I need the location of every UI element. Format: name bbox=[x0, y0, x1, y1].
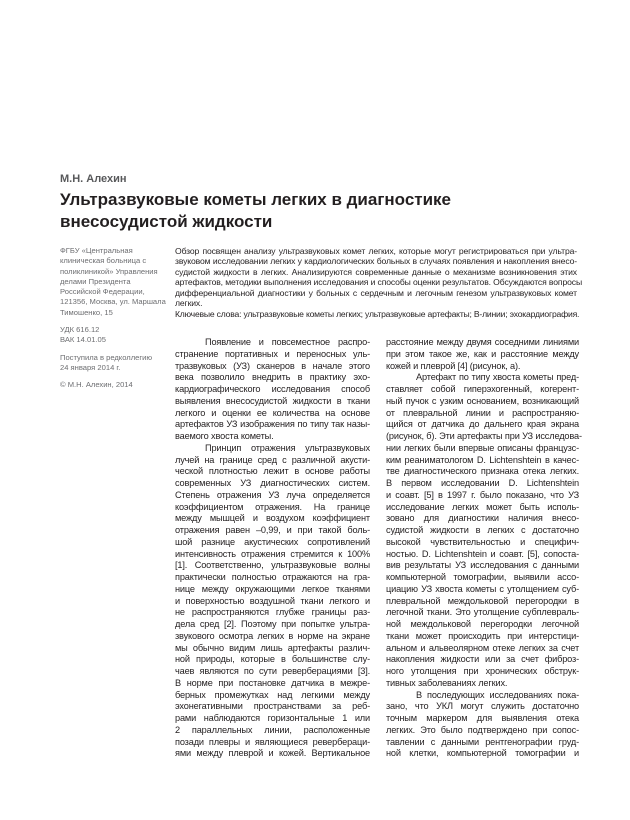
text-line: зано, что УКЛ могут служить достаточно bbox=[386, 701, 579, 712]
received-date: 24 января 2014 г. bbox=[60, 362, 121, 372]
abstract-line: судистой жидкости в легких. Анализируются современные данные о механизме возникновения этих bbox=[175, 266, 577, 277]
text-line: дела сред [2]. Поэтому при попытке ультра- bbox=[175, 619, 370, 629]
text-line: Степень отражения УЗ луча определяется bbox=[175, 489, 370, 500]
text-line: ческой плотностью лежит в основе работы bbox=[175, 466, 370, 477]
received-label: Поступила в редколлегию bbox=[60, 352, 153, 362]
affiliation-line: Российской Федерации, bbox=[60, 287, 145, 297]
abstract-line: артефактов, методики выполнения исследования и способы оценки результатов. Обсуждаются вопросы bbox=[175, 277, 583, 288]
text-line: мы обычно видим лишь артефакты различ- bbox=[175, 642, 370, 653]
text-line: позади плевры и являющиеся ревербераци- bbox=[175, 736, 370, 747]
text-line: компьютерной томографии, выявили ассо- bbox=[386, 572, 579, 582]
text-line: расстояние между двумя соседними линиями bbox=[386, 337, 579, 347]
text-line: Появление и повсеместное распро- bbox=[205, 337, 370, 347]
abstract-line: легких. bbox=[175, 298, 203, 309]
text-line: странение портативных и переносных уль- bbox=[175, 348, 370, 359]
text-line: чаев являются по сути реверберациями [3]. bbox=[175, 666, 370, 676]
vak-code: ВАК 14.01.05 bbox=[60, 335, 106, 345]
text-line: В последующих исследованиях пока- bbox=[416, 689, 579, 700]
text-line: 2 параллельных линии, расположенные bbox=[175, 724, 370, 735]
text-line: выявления внесосудистой жидкости в ткани bbox=[175, 395, 370, 406]
text-line: альном и альвеолярном отеке легких за счет bbox=[386, 642, 579, 653]
abstract-line: Обзор посвящен анализу ультразвуковых комет легких, которые могут регистрироваться при ультра- bbox=[175, 246, 577, 256]
paragraph bbox=[175, 337, 370, 443]
abstract-text bbox=[175, 246, 583, 309]
paragraph bbox=[386, 372, 582, 689]
text-line: эхонегативными пространствами за реб- bbox=[175, 701, 370, 712]
paragraph bbox=[175, 443, 370, 760]
text-line: артефактов УЗ изображения по типу так назы- bbox=[175, 419, 370, 430]
text-line: ставляет собой гиперэхогенный, когерент- bbox=[386, 384, 579, 394]
text-line: кожей и плеврой [4] (рисунок, а). bbox=[386, 360, 521, 371]
abstract-line: звуковом исследовании легких у кардиологических больных в случаях появления и накопления внесо- bbox=[175, 256, 577, 267]
text-line: легочной ткани. Это утолщение субплевраль- bbox=[386, 607, 579, 618]
text-line: ной природы, которые в большинстве слу- bbox=[175, 654, 370, 665]
text-line: накопления жидкости или за счет фиброз- bbox=[386, 654, 579, 665]
text-line: от плевральной линии и распространяю- bbox=[386, 407, 579, 418]
article-title-line: Ультразвуковые кометы легких в диагностике bbox=[60, 190, 452, 209]
body-column-right bbox=[386, 337, 582, 760]
text-line: и поверхностью воздушной ткани легкого и bbox=[175, 595, 370, 606]
text-line: века позволило внедрить в практику эхо- bbox=[175, 372, 370, 383]
text-line: коэффициентом отражения. На границе bbox=[175, 501, 370, 512]
paragraph bbox=[386, 690, 579, 761]
text-line: звукового осмотра легких в норме на экране bbox=[175, 630, 370, 641]
text-line: В норме при постановке датчика в межре- bbox=[175, 677, 370, 688]
text-line: зовано для диагностики наличия внесо- bbox=[386, 513, 579, 524]
affiliation-line: ФГБУ «Центральная bbox=[60, 246, 133, 255]
text-line: нице между окружающими легкое тканями bbox=[175, 583, 370, 594]
text-line: нии легких были впервые описаны французс- bbox=[386, 442, 579, 453]
text-line: тавлении с данными рентгенографии груд- bbox=[386, 736, 579, 747]
text-line: ткани может происходить при интерстици- bbox=[386, 630, 579, 641]
abstract-line: дифференциальной диагностики у больных с сердечным и легочным генезом ультразвуковых комет bbox=[175, 287, 577, 298]
text-line: ностью. D. Lichtenshtein и соавт. [5], сопоста- bbox=[386, 548, 579, 559]
text-line: шой разнице акустических сопротивлений bbox=[175, 536, 370, 547]
text-line: плевральной междольковой перегородки в bbox=[386, 595, 579, 606]
body-column-left bbox=[175, 337, 370, 760]
text-line: легких. Это было подтверждено при сопос- bbox=[386, 724, 579, 735]
udk-code: УДК 616.12 bbox=[60, 325, 100, 335]
text-line: ким реаниматологом D. Lichtenshtein в качес- bbox=[386, 454, 579, 465]
text-line: тивных заболеваниях легких. bbox=[386, 677, 508, 688]
text-line: интенсивность отражения стремится к 100% bbox=[175, 548, 370, 559]
text-line: берных промежутках над легкими между bbox=[175, 689, 370, 700]
text-line: Артефакт по типу хвоста кометы пред- bbox=[416, 372, 579, 383]
text-line: современных УЗ диагностических систем. bbox=[175, 478, 370, 488]
text-line: кардиографического исследования способ bbox=[175, 384, 370, 394]
text-line: ваемого хвоста кометы. bbox=[175, 431, 274, 441]
text-line: тве диагностического признака отека легких. bbox=[386, 466, 579, 477]
affiliation bbox=[60, 246, 172, 318]
text-line: В первом исследовании D. Lichtenshtein bbox=[386, 478, 579, 488]
text-line: отражения равен –0,99, и при такой боль- bbox=[175, 525, 370, 535]
article-metadata-sidebar bbox=[60, 246, 172, 391]
text-line: ной междольковой перегородки легочной bbox=[386, 619, 579, 629]
text-line: циацию УЗ хвоста кометы с утолщением суб- bbox=[386, 583, 579, 594]
text-line: между мышцей и воздухом коэффициент bbox=[175, 513, 370, 524]
text-line: высокой чувствительностью и специфич- bbox=[386, 536, 579, 547]
article-title bbox=[60, 189, 580, 233]
text-line: [1]. Соответственно, ультразвуковые волны bbox=[175, 560, 370, 571]
text-line: тразвуковых (УЗ) сканеров в начале этого bbox=[175, 360, 370, 371]
text-line: легкого и оценки ее количества на основе bbox=[175, 407, 370, 418]
article-title-line: внесосудистой жидкости bbox=[60, 212, 273, 231]
author-name: М.Н. Алехин bbox=[60, 173, 127, 185]
text-line: не распространяются глубже границы раз- bbox=[175, 607, 370, 618]
keywords: Ключевые слова: ультразвуковые кометы легких; ультразвуковые артефакты; В-линии; эхокардиография. bbox=[175, 309, 580, 320]
paragraph bbox=[386, 337, 579, 372]
affiliation-line: Тимошенко, 15 bbox=[60, 307, 113, 317]
copyright: © М.Н. Алехин, 2014 bbox=[60, 380, 133, 390]
text-line: при этом такое же, как и расстояние между bbox=[386, 348, 579, 359]
text-line: рами наблюдаются горизонтальные 1 или bbox=[175, 713, 370, 723]
text-line: точным маркером для выявления отека bbox=[386, 713, 579, 723]
text-line: (рисунок, б). Эти артефакты при УЗ исследова- bbox=[386, 431, 582, 441]
text-line: и соавт. [5] в 1997 г. было показано, что УЗ bbox=[386, 489, 579, 500]
abstract bbox=[175, 246, 583, 320]
affiliation-line: клиническая больница с bbox=[60, 256, 147, 266]
text-line: судистой жидкости в легких с достаточно bbox=[386, 525, 579, 535]
text-line: ного утолщения при хронических обструк- bbox=[386, 666, 579, 676]
text-line: ями между плеврой и кожей. Вертикальное bbox=[175, 748, 370, 759]
text-line: ной клетки, компьютерной томографии и bbox=[386, 748, 579, 759]
text-line: лучей на границе сред с различной акусти- bbox=[175, 454, 370, 465]
text-line: вив результаты УЗ исследования с данными bbox=[386, 560, 579, 571]
text-line: ный пучок с узким основанием, возникающий bbox=[386, 395, 579, 406]
text-line: практически полностью отражаются на гра- bbox=[175, 572, 370, 582]
affiliation-line: делами Президента bbox=[60, 276, 131, 286]
text-line: щийся от датчика до дальнего края экрана bbox=[386, 419, 579, 430]
affiliation-line: поликлиникой» Управления bbox=[60, 266, 158, 276]
text-line: исследование легких может быть исполь- bbox=[386, 501, 579, 512]
text-line: Принцип отражения ультразвуковых bbox=[205, 442, 370, 453]
affiliation-line: 121356, Москва, ул. Маршала bbox=[60, 297, 166, 307]
